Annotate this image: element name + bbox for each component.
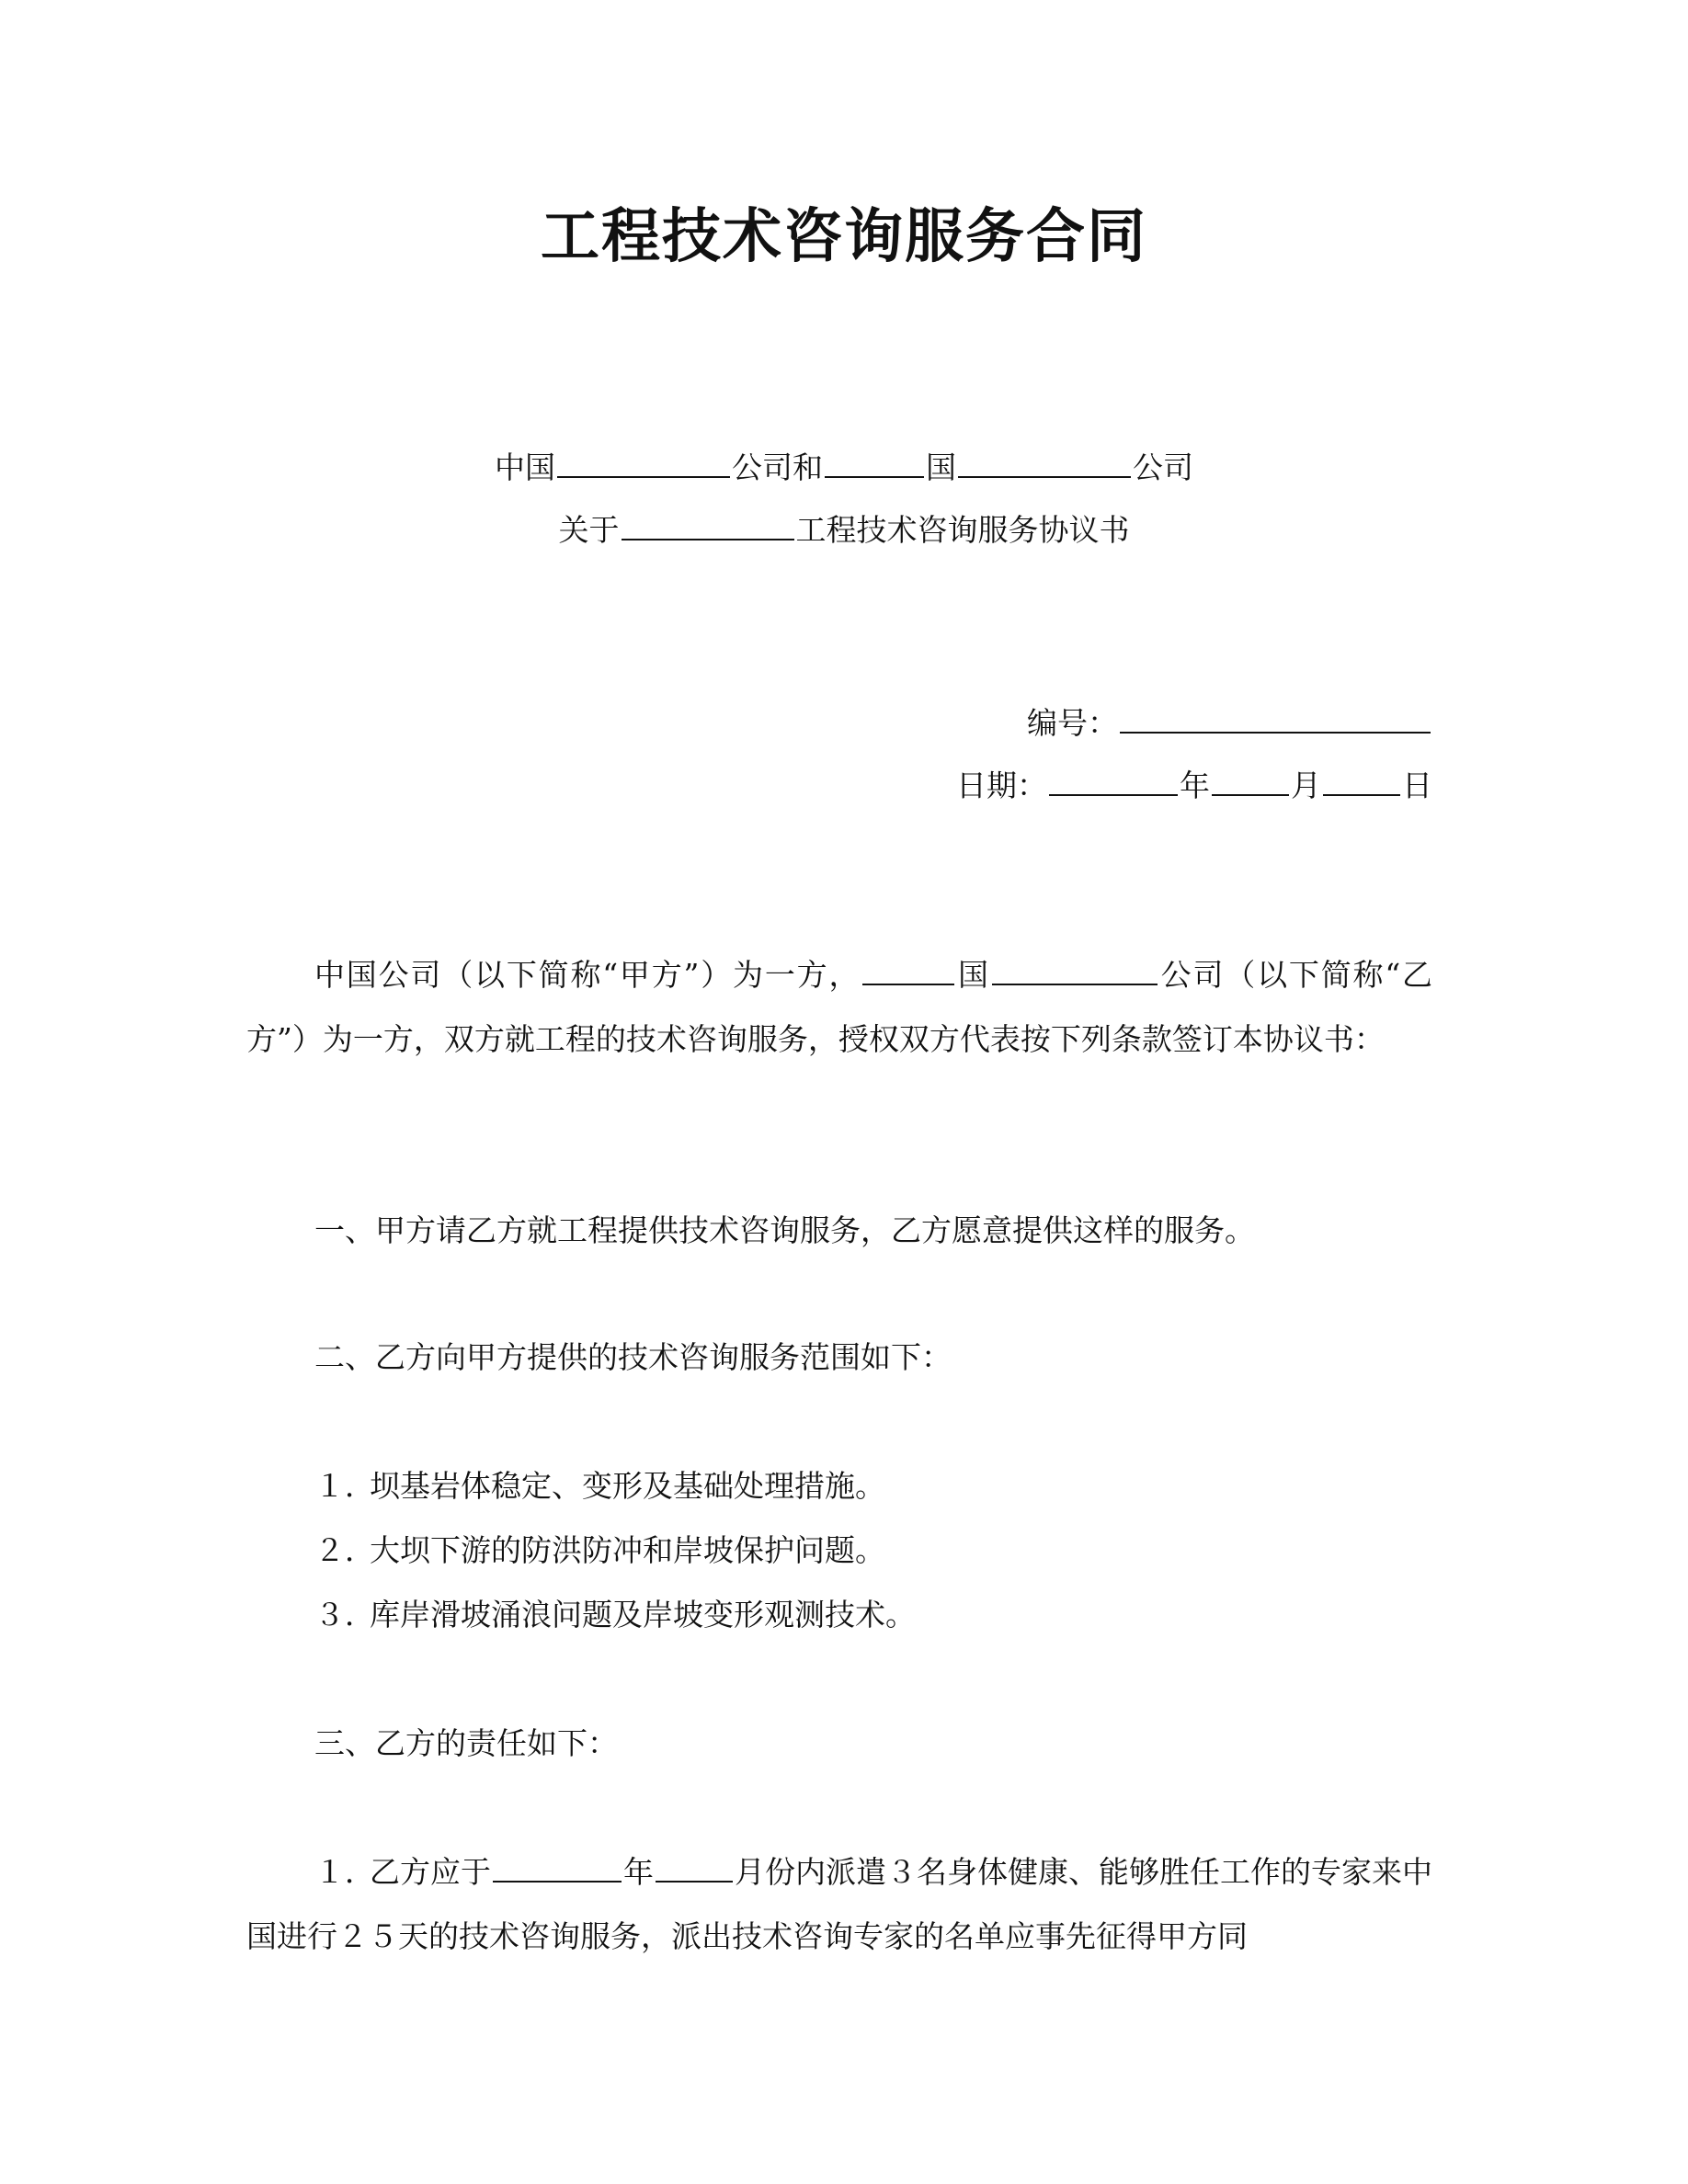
month-label: 月: [1291, 768, 1321, 803]
duty-one-paragraph: [246, 1840, 1432, 1969]
clause-one: 一、甲方请乙方就工程提供技术咨询服务，乙方愿意提供这样的服务。: [314, 1212, 1255, 1248]
intro-paragraph: [246, 943, 1432, 1072]
scope-item: [246, 1519, 1432, 1583]
duty-one-number: １．: [314, 1854, 375, 1890]
country-blank: [825, 445, 924, 478]
intro-country-blank: [862, 952, 954, 985]
contract-number-label: 编号：: [1027, 705, 1118, 741]
project-name-blank: [622, 507, 794, 540]
scope-item: [246, 1454, 1432, 1519]
agreement-subject-line: [0, 507, 1688, 551]
scope-item-text: 大坝下游的防洪防冲和岸坡保护问题。: [370, 1532, 885, 1568]
date-label: 日期：: [956, 768, 1047, 803]
scope-item-text: 坝基岩体稳定、变形及基础处理措施。: [370, 1468, 885, 1504]
parties-line: [0, 445, 1688, 488]
scope-item-number: ３．: [314, 1597, 375, 1632]
contract-number-blank: [1120, 700, 1431, 734]
scope-item-number: １．: [314, 1468, 375, 1504]
duty-one-text-3: 月份内派遣３名身体健康、能够胜任工作的专家来中国进行２５天的技术咨询服务，派出技术咨询专家的名单应事先征得甲方同: [246, 1854, 1432, 1954]
clause-two: 二、乙方向甲方提供的技术咨询服务范围如下：: [314, 1339, 952, 1375]
day-blank: [1323, 763, 1400, 796]
year-label: 年: [1180, 768, 1210, 803]
intro-text-3: 公司（以下简称“乙方”）为一方，双方就工程的技术咨询服务，授权双方代表按下列条款签订本协议书：: [246, 957, 1432, 1057]
scope-item: [246, 1583, 1432, 1647]
intro-text-2: 国: [956, 957, 990, 993]
parties-text-3: 国: [926, 449, 956, 485]
subject-text-2: 工程技术咨询服务协议书: [795, 512, 1130, 548]
contract-number-line: [1027, 700, 1432, 744]
duty-year-blank: [493, 1849, 622, 1883]
parties-text-4: 公司: [1133, 449, 1193, 485]
intro-text-1: 中国公司（以下简称“甲方”）为一方，: [314, 957, 861, 993]
duty-one-text-1: 乙方应于: [370, 1854, 491, 1890]
scope-item-number: ２．: [314, 1532, 375, 1568]
foreign-company-blank: [958, 445, 1131, 478]
month-blank: [1212, 763, 1289, 796]
year-blank: [1049, 763, 1178, 796]
contract-date-line: [956, 763, 1432, 806]
intro-company-blank: [992, 952, 1158, 985]
duty-one-text-2: 年: [623, 1854, 654, 1890]
parties-text-2: 公司和: [732, 449, 823, 485]
chinese-company-blank: [557, 445, 730, 478]
day-label: 日: [1402, 768, 1432, 803]
parties-text-1: 中国: [495, 449, 555, 485]
document-title: 工程技术咨询服务合同: [541, 202, 1147, 271]
scope-item-text: 库岸滑坡涌浪问题及岸坡变形观测技术。: [370, 1597, 916, 1632]
subject-text-1: 关于: [558, 512, 620, 548]
duty-month-blank: [656, 1849, 733, 1883]
clause-three: 三、乙方的责任如下：: [314, 1725, 618, 1761]
